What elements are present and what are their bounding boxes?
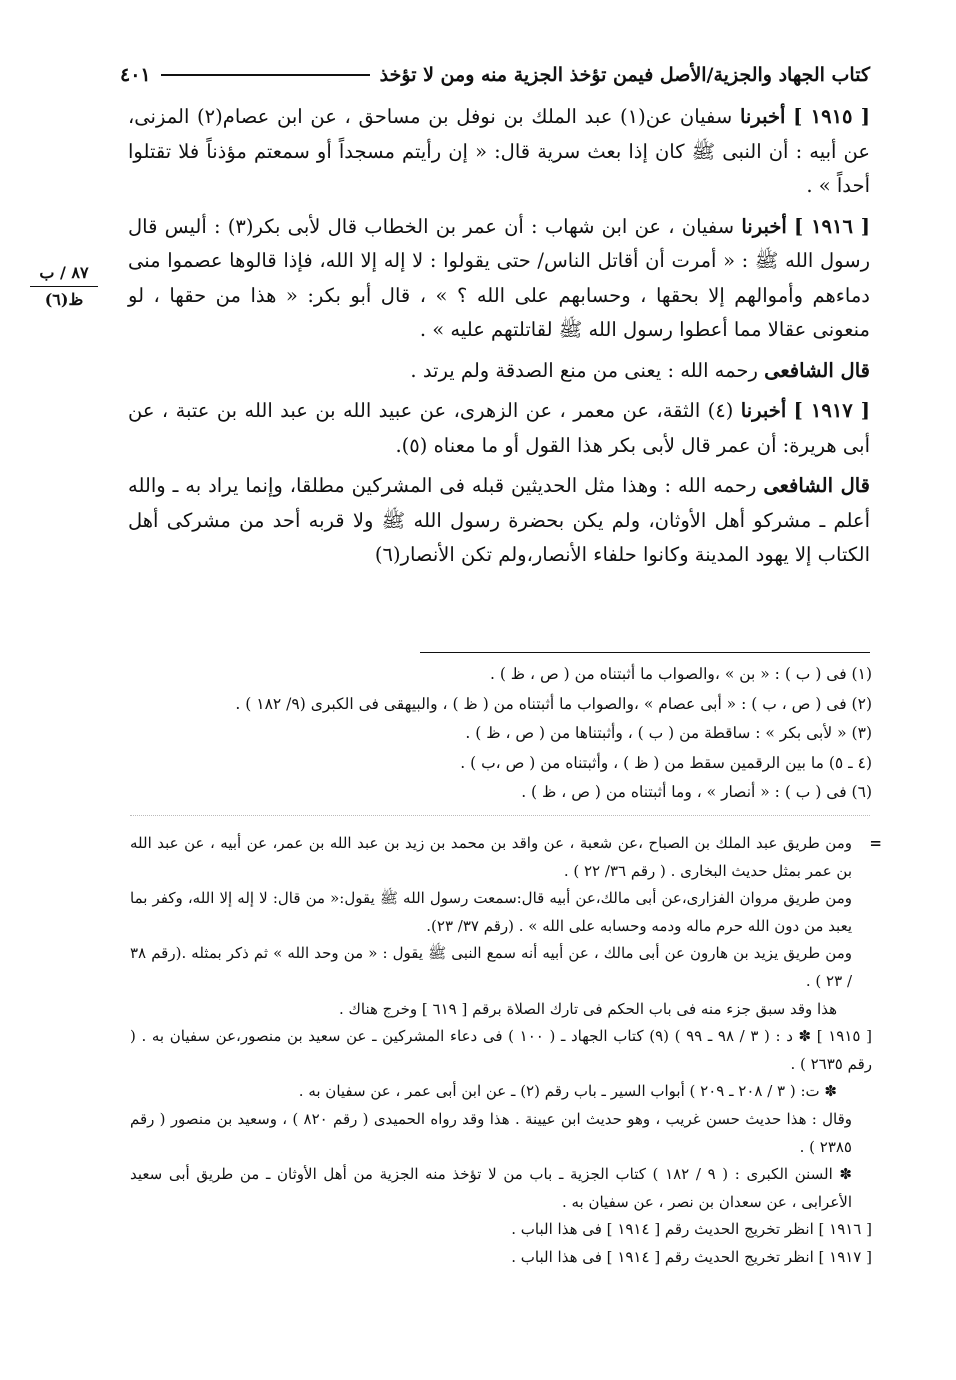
running-header bbox=[120, 58, 870, 92]
margin-note-top: ٨٧ / ب bbox=[30, 262, 98, 287]
note-line: ومن طريق مروان الفزارى،عن أبى مالك،عن أبيه قال:سمعت رسول الله ﷺ يقول:« من قال: لا إله إلا الله، وكفر بما يعبد من دون الله حرم ماله ودمه وحسابه على الله » . (رقم ٣٧/ ٢٣). bbox=[130, 889, 852, 935]
header-title: كتاب الجهاد والجزية/الأصل فيمن تؤخذ الجزية منه ومن لا تؤخذ bbox=[379, 64, 870, 86]
footnote-6: (٦) فى ( ب ) : « أنصار » ، وما أثبتناه من ( ص ، ظ ) . bbox=[521, 783, 872, 801]
footnote-1: (١) فى ( ب ) : « بن » ،والصواب ما أثبتناه من ( ص ، ظ ) . bbox=[489, 665, 872, 683]
note-line: ✽ السنن الكبرى : ( ٩ / ١٨٢ ) كتاب الجزية ـ باب من لا تؤخذ منه الجزية من أهل الأوثان ـ من طريق أبى سعيد الأعرابى ، عن سعدان بن نصر ، عن سفيان به . bbox=[130, 1165, 852, 1211]
page-number: ٤٠١ bbox=[120, 64, 151, 86]
hadith-text: سفيان عن(١) عبد الملك بن نوفل بن مساحق ، عن ابن عصام(٢) المزنى، عن أبيه : أن النبى ﷺ كان إذا بعث سرية قال: « إن رأيتم مسجداً أو سمعتم مؤذناً فلا تقتلوا أحداً » . bbox=[128, 105, 870, 197]
hadith-text: سفيان ، عن ابن شهاب : أن عمر بن الخطاب قال لأبى بكر(٣) : أليس قال رسول الله ﷺ : « أمرت أن أقاتل الناس/ حتى يقولوا : لا إله إلا الله، فإذا قالوها عصموا منى دماءهم وأموالهم إلا بحقها ، وحسابهم على الله ؟ » ، قال أبو بكر: « هذا من حقها ، لو منعونى عقالا مما أعطوا رسول الله ﷺ لقاتلتهم عليه » . bbox=[128, 214, 870, 341]
note-line: [ ١٩١٥ ] ✽ د : ( ٣ / ٩٨ ـ ٩٩ ) (٩) كتاب الجهاد ـ ( ١٠٠ ) فى دعاء المشركين ـ عن سعيد بن منصور،عن سفيان به . ( رقم ٢٦٣٥ ) . bbox=[130, 1027, 872, 1073]
comment-lead: قال الشافعى bbox=[763, 474, 870, 497]
note-line: هذا وقد سبق جزء منه فى باب الحكم فى تارك الصلاة برقم [ ٦١٩ ] وخرج هناك . bbox=[338, 999, 837, 1018]
comment-text: رحمه الله : يعنى من منع الصدقة ولم يرتد . bbox=[410, 358, 758, 382]
note-line: [ ١٩١٦ ] انظر تخريج الحديث رقم [ ١٩١٤ ] فى هذا الباب . bbox=[511, 1220, 872, 1239]
hadith-1915 bbox=[128, 100, 870, 204]
continuation-mark: = bbox=[869, 834, 882, 852]
footnotes bbox=[130, 660, 872, 808]
note-line: وقال : هذا حديث حسن غريب ، وهو حديث ابن عيينة . هذا وقد رواه الحميدى ( رقم ٨٢٠ ) ، وسعيد بن منصور ( رقم ٢٣٨٥ ) . bbox=[130, 1109, 852, 1156]
hadith-ref: [ ١٩١٦ ] bbox=[794, 214, 871, 238]
hadith-1917 bbox=[128, 394, 870, 463]
hadith-1916 bbox=[128, 210, 870, 348]
comment-text: رحمه الله : وهذا مثل الحديثين قبله فى المشركين مطلقا، وإنما يراد به ـ والله أعلم ـ مشركو أهل الأوثان، ولم يكن بحضرة رسول الله ﷺ ولا قربه أحد من مشركى أهل الكتاب إلا يهود المدينة وكانوا حلفاء الأنصار،ولم تكن الأنصار(٦) bbox=[128, 474, 870, 566]
shafii-comment-2 bbox=[128, 469, 870, 573]
header-rule bbox=[161, 74, 370, 76]
note-line: ومن طريق يزيد بن هارون عن أبى مالك ، عن أبيه أنه سمع النبى ﷺ يقول : « من وحد الله » ثم ذكر بمثله .(رقم ٣٨ / ٢٣ ) . bbox=[130, 944, 852, 990]
footnote-separator bbox=[420, 652, 870, 653]
hadith-lead: أخبرنا bbox=[741, 214, 787, 238]
hadith-ref: [ ١٩١٧ ] bbox=[793, 399, 871, 422]
margin-note bbox=[30, 262, 98, 311]
main-text bbox=[128, 100, 870, 579]
footnote-4-5: (٤ ـ ٥) ما بين الرقمين سقط من ( ظ ) ، وأثبتناه من ( ص ،ب ) . bbox=[460, 753, 872, 772]
notes-separator bbox=[130, 815, 870, 816]
note-line: [ ١٩١٧ ] انظر تخريج الحديث رقم [ ١٩١٤ ] فى هذا الباب . bbox=[511, 1247, 872, 1266]
hadith-lead: أخبرنا bbox=[740, 399, 787, 422]
hadith-ref: [ ١٩١٥ ] bbox=[793, 105, 871, 128]
shafii-comment-1 bbox=[128, 354, 870, 389]
note-line: ✽ ت: ( ٣ / ٢٠٨ ـ ٢٠٩ ) أبواب السير ـ باب رقم (٢) ـ عن ابن أبى عمر ، عن سفيان به . bbox=[298, 1082, 837, 1101]
footnote-2: (٢) فى ( ص ، ب ) : « أبى عصام » ،والصواب ما أثبتناه من ( ظ ) ، والبيهقى فى الكبرى (٩/ ١٨٢ ) . bbox=[235, 694, 872, 713]
note-line: ومن طريق عبد الملك بن الصباح ،عن شعبة ، عن واقد بن محمد بن زيد بن عبد الله بن عمر، عن أبيه ، عن عبد الله بن عمر بمثل حديث البخارى . ( رقم ٣٦/ ٢٢ ) . bbox=[130, 834, 852, 880]
takhrij-notes bbox=[130, 830, 882, 1272]
comment-lead: قال الشافعى bbox=[764, 358, 870, 382]
margin-note-bottom: ظ(٦) bbox=[44, 290, 84, 309]
hadith-lead: أخبرنا bbox=[739, 105, 786, 128]
footnote-3: (٣) « لأبى بكر » : ساقطة من ( ب ) ، وأثبتناها من ( ص ، ظ ) . bbox=[465, 724, 872, 742]
hadith-text: (٤) الثقة، عن معمر ، عن الزهرى، عن عبيد الله بن عبد الله بن عتبة ، عن أبى هريرة: أن عمر قال لأبى بكر هذا القول أو ما معناه (٥). bbox=[128, 399, 870, 457]
